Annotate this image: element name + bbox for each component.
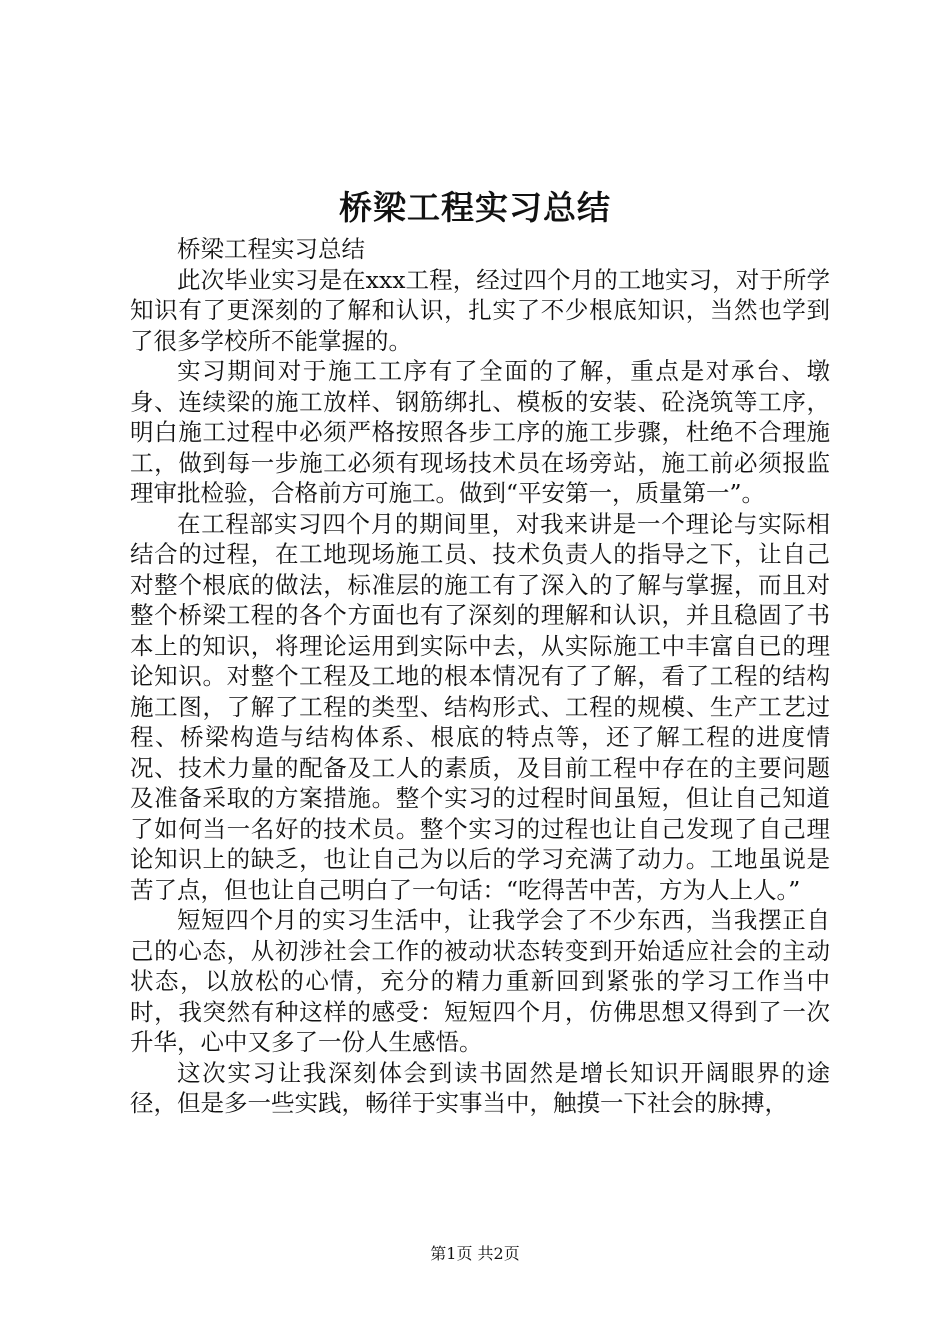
document-body [130,234,830,1119]
paragraph: 在工程部实习四个月的期间里，对我来讲是一个理论与实际相结合的过程，在工地现场施工员、技术负责人的指导之下，让自己对整个根底的做法，标准层的施工有了深入的了解与掌握，而且对整个桥梁工程的各个方面也有了深刻的理解和认识，并且稳固了书本上的知识，将理论运用到实际中去，从实际施工中丰富自已的理论知识。对整个工程及工地的根本情况有了了解，看了工程的结构施工图，了解了工程的类型、结构形式、工程的规模、生产工艺过程、桥梁构造与结构体系、根底的特点等，还了解工程的进度情况、技术力量的配备及工人的素质，及目前工程中存在的主要问题及准备采取的方案措施。整个实习的过程时间虽短，但让自己知道了如何当一名好的技术员。整个实习的过程也让自己发现了自己理论知识上的缺乏，也让自己为以后的学习充满了动力。工地虽说是苦了点，但也让自己明白了一句话：“吃得苦中苦，方为人上人。” [130,509,830,904]
paragraph-subtitle: 桥梁工程实习总结 [177,235,365,263]
paragraph: 这次实习让我深刻体会到读书固然是增长知识开阔眼界的途径，但是多一些实践，畅徉于实事当中，触摸一下社会的脉搏， [130,1058,830,1117]
paragraph: 实习期间对于施工工序有了全面的了解，重点是对承台、墩身、连续梁的施工放样、钢筋绑扎、模板的安装、砼浇筑等工序，明白施工过程中必须严格按照各步工序的施工步骤，杜绝不合理施工，做到每一步施工必须有现场技术员在场旁站，施工前必须报监理审批检验，合格前方可施工。做到“平安第一，质量第一”。 [130,357,830,507]
document-title: 桥梁工程实习总结 [339,188,611,227]
paragraph: 短短四个月的实习生活中，让我学会了不少东西，当我摆正自己的心态，从初涉社会工作的被动状态转变到开始适应社会的主动状态，以放松的心情，充分的精力重新回到紧张的学习工作当中时，我突然有种这样的感受：短短四个月，仿佛思想又得到了一次升华，心中又多了一份人生感悟。 [130,906,830,1056]
page-footer: 第1页 共2页 [430,1244,520,1263]
paragraph: 此次毕业实习是在xxx工程，经过四个月的工地实习，对于所学知识有了更深刻的了解和认识，扎实了不少根底知识，当然也学到了很多学校所不能掌握的。 [130,265,830,355]
